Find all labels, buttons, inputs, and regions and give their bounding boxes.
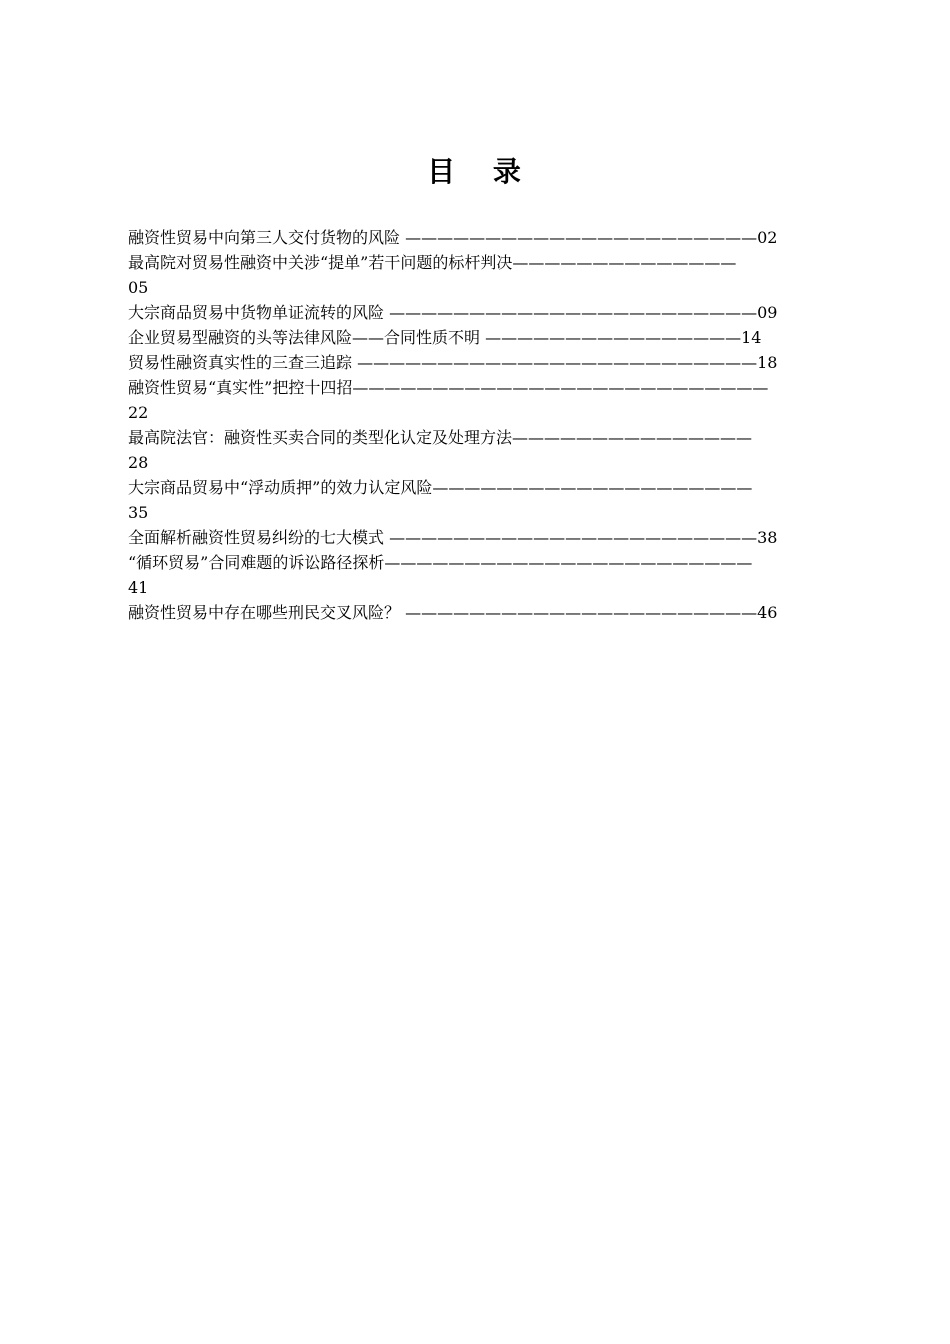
toc-line: 全面解析融资性贸易纠纷的七大模式 ———————————————————————38 <box>128 528 778 547</box>
toc-line: 最高院法官：融资性买卖合同的类型化认定及处理方法——————————————— <box>128 428 753 447</box>
toc-line: 融资性贸易中存在哪些刑民交叉风险？ ——————————————————————46 <box>128 603 778 622</box>
toc-line: 大宗商品贸易中货物单证流转的风险 ———————————————————————09 <box>128 303 778 322</box>
toc-line: 最高院对贸易性融资中关涉“提单”若干问题的标杆判决—————————————— <box>128 253 737 272</box>
toc-line: 22 <box>128 403 149 422</box>
toc-line: 企业贸易型融资的头等法律风险——合同性质不明 ————————————————14 <box>128 328 762 347</box>
toc-title: 目 录 <box>427 155 535 188</box>
toc-line: 融资性贸易中向第三人交付货物的风险 ——————————————————————02 <box>128 228 778 247</box>
toc-line: 41 <box>128 578 149 597</box>
toc-line: “循环贸易”合同难题的诉讼路径探析——————————————————————— <box>128 553 753 572</box>
toc-line: 05 <box>128 278 149 297</box>
table-of-contents <box>128 225 828 625</box>
toc-line: 融资性贸易“真实性”把控十四招—————————————————————————— <box>128 378 769 397</box>
toc-line: 28 <box>128 453 149 472</box>
toc-line: 贸易性融资真实性的三查三追踪 —————————————————————————18 <box>128 353 778 372</box>
toc-line: 大宗商品贸易中“浮动质押”的效力认定风险———————————————————— <box>128 478 753 497</box>
toc-line: 35 <box>128 503 149 522</box>
